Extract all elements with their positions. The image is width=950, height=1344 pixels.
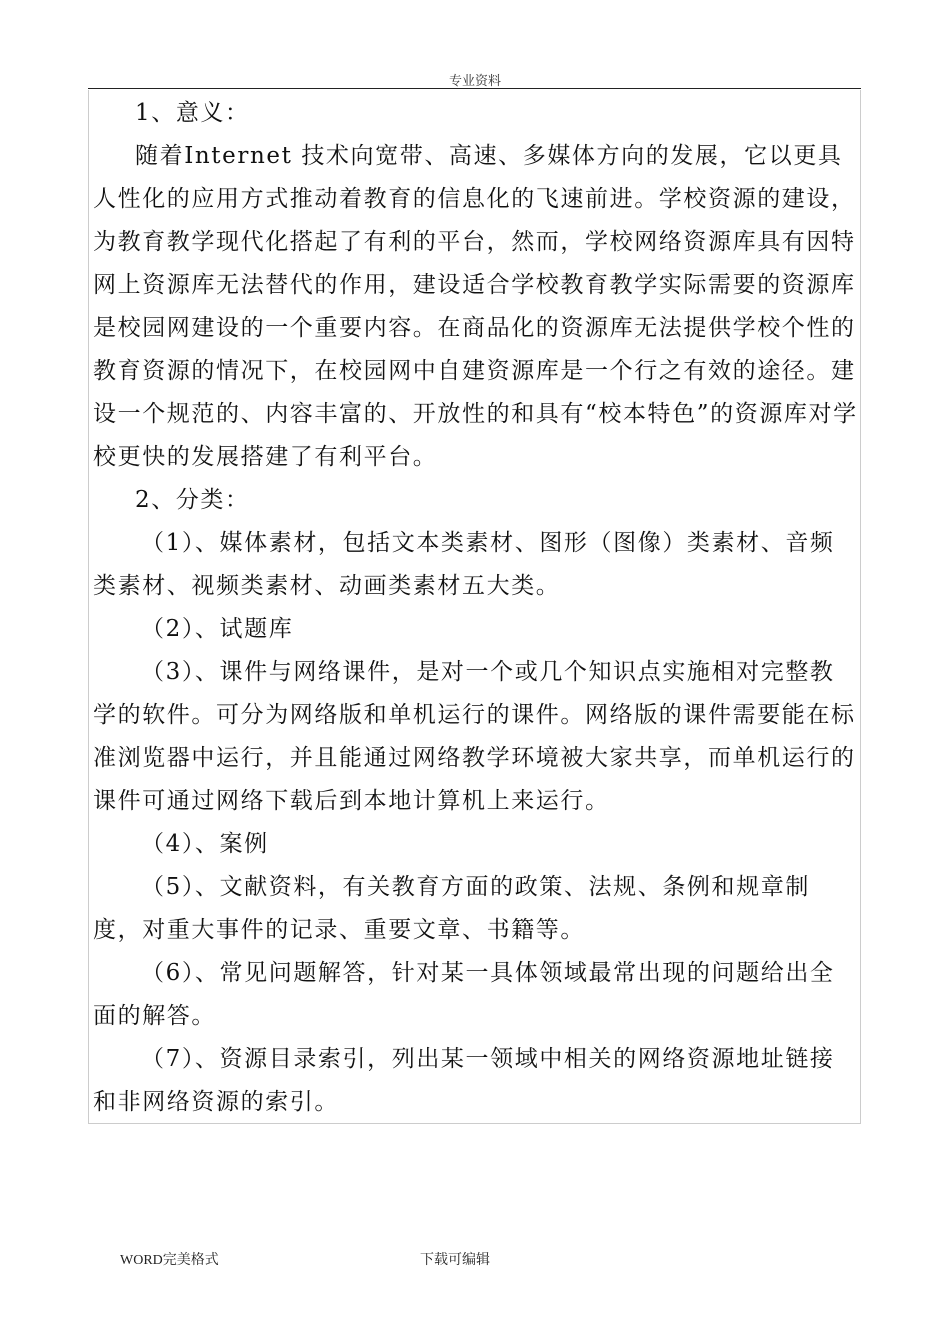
header-divider <box>88 88 861 89</box>
page-header: 专业资料 <box>448 74 501 89</box>
classification-item-2: （2）、试题库 <box>141 616 294 642</box>
classification-heading: 2、分类： <box>135 487 250 513</box>
footer-left-text: WORD完美格式 <box>120 1253 219 1268</box>
footer-center-text: 下载可编辑 <box>420 1252 490 1268</box>
classification-item-6: （6）、常见问题解答，针对某一具体领域最常出现的问题给出全面的解答。 <box>93 960 835 1029</box>
classification-item-3: （3）、课件与网络课件，是对一个或几个知识点实施相对完整教学的软件。可分为网络版和单机运行的课件。网络版的课件需要能在标准浏览器中运行，并且能通过网络教学环境被大家共享，而单机运行的课件可通过网络下载后到本地计算机上来运行。 <box>93 659 856 814</box>
meaning-heading: 1、意义： <box>135 100 250 126</box>
classification-item-7: （7）、资源目录索引，列出某一领域中相关的网络资源地址链接和非网络资源的索引。 <box>93 1046 835 1115</box>
classification-item-1: （1）、媒体素材，包括文本类素材、图形（图像）类素材、音频类素材、视频类素材、动画类素材五大类。 <box>93 530 835 599</box>
classification-item-5: （5）、文献资料，有关教育方面的政策、法规、条例和规章制度，对重大事件的记录、重要文章、书籍等。 <box>93 874 810 943</box>
classification-item-4: （4）、案例 <box>141 831 269 857</box>
meaning-paragraph: 随着Internet 技术向宽带、高速、多媒体方向的发展，它以更具人性化的应用方式推动着教育的信息化的飞速前进。学校资源的建设，为教育教学现代化搭起了有利的平台，然而，学校网络资源库具有因特网上资源库无法替代的作用，建设适合学校教育教学实际需要的资源库是校园网建设的一个重要内容。在商品化的资源库无法提供学校个性的教育资源的情况下，在校园网中自建资源库是一个行之有效的途径。建设一个规范的、内容丰富的、开放性的和具有“校本特色”的资源库对学校更快的发展搭建了有利平台。 <box>93 143 858 470</box>
document-body <box>93 92 859 1124</box>
